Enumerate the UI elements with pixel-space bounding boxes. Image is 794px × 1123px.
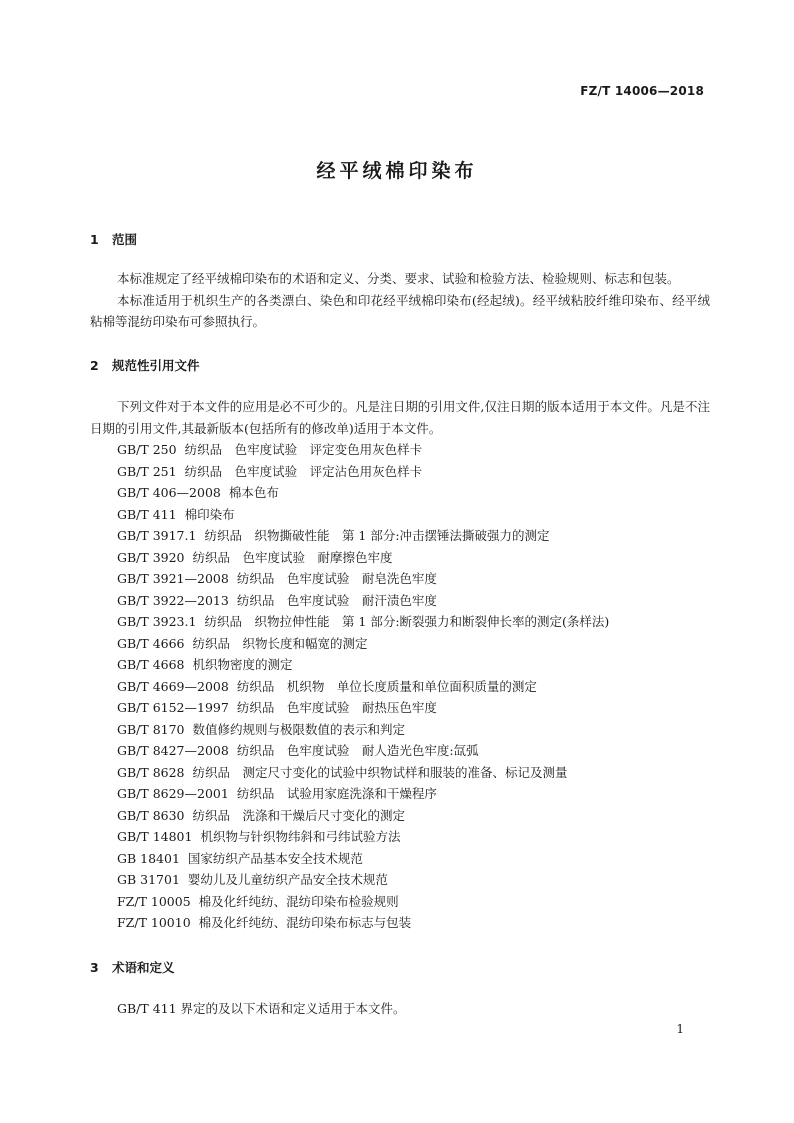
reference-item [90, 525, 710, 547]
section-normative-references [90, 356, 710, 934]
reference-title: 纺织品 色牢度试验 耐皂洗色牢度 [236, 571, 437, 586]
reference-code: GB/T 14801 [117, 829, 193, 844]
section-title: 规范性引用文件 [112, 358, 200, 373]
reference-code: GB/T 3921—2008 [117, 571, 229, 586]
reference-item [90, 654, 710, 676]
reference-item [90, 783, 710, 805]
reference-title: 棉及化纤纯纺、混纺印染布检验规则 [198, 893, 399, 909]
reference-title: 数值修约规则与极限数值的表示和判定 [192, 721, 406, 737]
reference-item [90, 740, 710, 762]
reference-code: FZ/T 10005 [117, 893, 191, 909]
reference-item [90, 611, 710, 633]
reference-code: GB/T 250 [117, 442, 177, 457]
section-heading [90, 958, 710, 978]
reference-title: 纺织品 测定尺寸变化的试验中织物试样和服装的准备、标记及测量 [192, 764, 568, 780]
reference-title: 纺织品 色牢度试验 耐汗渍色牢度 [236, 592, 437, 608]
scope-paragraph: 本标准适用于机织生产的各类漂白、染色和印花经平绒棉印染布(经起绒)。经平绒粘胶纤维印染布、经平绒粘棉等混纺印染布可参照执行。 [90, 292, 710, 329]
reference-title: 纺织品 色牢度试验 评定沾色用灰色样卡 [184, 463, 423, 479]
reference-item [90, 719, 710, 741]
reference-code: GB 18401 [117, 850, 180, 866]
references-intro: 下列文件对于本文件的应用是必不可少的。凡是注日期的引用文件,仅注日期的版本适用于本文件。凡是不注日期的引用文件,其最新版本(包括所有的修改单)适用于本文件。 [90, 399, 710, 436]
reference-title: 纺织品 色牢度试验 评定变色用灰色样卡 [184, 442, 423, 457]
reference-code: GB/T 8170 [117, 721, 185, 737]
reference-item [90, 912, 710, 934]
reference-code: GB/T 251 [117, 463, 177, 479]
terms-paragraph: GB/T 411 界定的及以下术语和定义适用于本文件。 [117, 1001, 406, 1016]
standard-code: FZ/T 14006—2018 [580, 84, 704, 98]
reference-title: 机织物与针织物纬斜和弓纬试验方法 [200, 829, 401, 844]
reference-code: GB/T 3920 [117, 549, 185, 565]
reference-code: GB/T 4668 [117, 657, 185, 672]
reference-code: GB/T 4669—2008 [117, 678, 229, 694]
reference-item [90, 697, 710, 719]
reference-title: 纺织品 色牢度试验 耐人造光色牢度:氙弧 [236, 743, 479, 758]
reference-item [90, 805, 710, 827]
section-heading [90, 230, 710, 250]
reference-code: GB/T 406—2008 [117, 485, 221, 500]
section-title: 术语和定义 [112, 960, 175, 975]
reference-item [90, 568, 710, 590]
reference-item [90, 439, 710, 461]
reference-item [90, 826, 710, 848]
document-title: 经平绒棉印染布 [316, 160, 478, 182]
reference-title: 纺织品 机织物 单位长度质量和单位面积质量的测定 [236, 678, 537, 694]
reference-code: GB/T 8628 [117, 764, 185, 780]
reference-code: GB/T 8629—2001 [117, 786, 229, 801]
reference-title: 纺织品 洗涤和干燥后尺寸变化的测定 [192, 807, 406, 823]
reference-item [90, 848, 710, 870]
reference-code: FZ/T 10010 [117, 915, 191, 930]
reference-title: 棉本色布 [228, 485, 279, 500]
reference-code: GB/T 3923.1 [117, 614, 197, 629]
reference-item [90, 504, 710, 526]
reference-code: GB/T 8427—2008 [117, 743, 229, 758]
reference-item [90, 461, 710, 483]
reference-item [90, 547, 710, 569]
reference-item [90, 676, 710, 698]
reference-list [90, 439, 710, 934]
reference-title: 纺织品 色牢度试验 耐摩擦色牢度 [192, 549, 393, 565]
section-terms-definitions [90, 958, 710, 1020]
reference-title: 机织物密度的测定 [192, 657, 293, 672]
reference-title: 纺织品 色牢度试验 耐热压色牢度 [236, 700, 437, 715]
reference-code: GB/T 411 [117, 506, 177, 522]
reference-code: GB 31701 [117, 872, 180, 887]
reference-title: 棉及化纤纯纺、混纺印染布标志与包装 [198, 915, 412, 930]
section-scope [90, 230, 710, 333]
reference-item [90, 590, 710, 612]
page-number: 1 [676, 1022, 684, 1036]
reference-title: 纺织品 织物撕破性能 第 1 部分:冲击摆锤法撕破强力的测定 [204, 528, 550, 543]
section-title: 范围 [112, 232, 138, 247]
reference-code: GB/T 3917.1 [117, 528, 197, 543]
reference-title: 纺织品 织物长度和幅宽的测定 [192, 635, 368, 651]
reference-title: 国家纺织产品基本安全技术规范 [187, 850, 363, 866]
reference-title: 纺织品 试验用家庭洗涤和干燥程序 [236, 786, 437, 801]
reference-item [90, 891, 710, 913]
reference-title: 纺织品 织物拉伸性能 第 1 部分:断裂强力和断裂伸长率的测定(条样法) [204, 614, 610, 629]
scope-paragraph: 本标准规定了经平绒棉印染布的术语和定义、分类、要求、试验和检验方法、检验规则、标志和包装。 [117, 271, 680, 286]
section-number: 2 [90, 358, 99, 373]
section-number: 1 [90, 232, 99, 247]
reference-code: GB/T 4666 [117, 635, 185, 651]
reference-item [90, 762, 710, 784]
section-number: 3 [90, 960, 99, 975]
reference-item [90, 633, 710, 655]
reference-title: 棉印染布 [184, 506, 235, 522]
reference-item [90, 869, 710, 891]
reference-code: GB/T 8630 [117, 807, 185, 823]
reference-code: GB/T 6152—1997 [117, 700, 229, 715]
reference-item [90, 482, 710, 504]
reference-title: 婴幼儿及儿童纺织产品安全技术规范 [187, 872, 388, 887]
section-heading [90, 356, 710, 376]
reference-code: GB/T 3922—2013 [117, 592, 229, 608]
